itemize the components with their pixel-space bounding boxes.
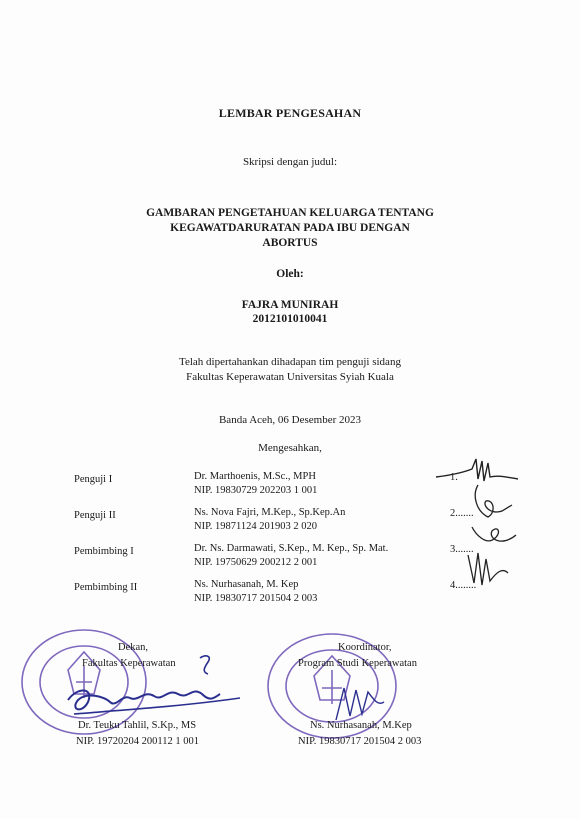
- dean-faculty: Fakultas Keperawatan: [82, 658, 176, 669]
- dean-nip: NIP. 19720204 200112 1 001: [76, 736, 199, 747]
- examiner-nip: NIP. 19830729 202203 1 001: [194, 485, 318, 496]
- defended-line: Fakultas Keperawatan Universitas Syiah Kuala: [186, 371, 394, 383]
- author-id: 2012101010041: [252, 313, 328, 325]
- examiner-nip: NIP. 19750629 200212 2 001: [194, 557, 318, 568]
- examiner-role: Pembimbing I: [74, 546, 134, 557]
- document-subtitle: Skripsi dengan judul:: [242, 156, 338, 168]
- author-block: [0, 298, 580, 326]
- signature-number: 4........: [450, 580, 477, 591]
- defended-statement: [0, 355, 580, 385]
- signature-number: 1.: [450, 472, 458, 483]
- examiner-name: Dr. Marthoenis, M.Sc., MPH: [194, 471, 316, 482]
- coordinator-nip: NIP. 19830717 201504 2 003: [298, 736, 422, 747]
- examiner-nip: NIP. 19871124 201903 2 020: [194, 521, 317, 532]
- examiner-details: [194, 470, 317, 498]
- examiner-row: [74, 542, 514, 578]
- coordinator-title: Koordinator,: [338, 642, 392, 653]
- examiner-name: Ns. Nova Fajri, M.Kep., Sp.Kep.An: [194, 507, 346, 518]
- document-title: LEMBAR PENGESAHAN: [218, 106, 362, 120]
- thesis-title: [0, 206, 580, 251]
- thesis-title-line: GAMBARAN PENGETAHUAN KELUARGA TENTANG: [146, 207, 434, 219]
- defended-line: Telah dipertahankan dihadapan tim penguji sidang: [179, 356, 401, 368]
- approve-label: Mengesahkan,: [258, 442, 322, 454]
- coordinator-name: Ns. Nurhasanah, M.Kep: [310, 720, 412, 731]
- thesis-title-line: ABORTUS: [262, 237, 318, 249]
- examiner-name: Ns. Nurhasanah, M. Kep: [194, 579, 299, 590]
- place-date: Banda Aceh, 06 Desember 2023: [218, 414, 362, 426]
- examiner-row: [74, 470, 514, 506]
- by-label: Oleh:: [276, 268, 304, 280]
- examiner-table: [74, 470, 514, 614]
- examiner-details: [194, 578, 317, 606]
- dean-paraf-graphic: [196, 652, 216, 678]
- coordinator-program: Program Studi Keperawatan: [298, 658, 417, 669]
- signature-number: 3.......: [450, 544, 474, 555]
- examiner-name: Dr. Ns. Darmawati, S.Kep., M. Kep., Sp. Mat.: [194, 543, 389, 554]
- examiner-details: [194, 506, 345, 534]
- examiner-row: [74, 578, 514, 614]
- examiner-role: Penguji II: [74, 510, 116, 521]
- author-name: FAJRA MUNIRAH: [241, 299, 339, 311]
- examiner-row: [74, 506, 514, 542]
- signature-number: 2.......: [450, 508, 474, 519]
- examiner-details: [194, 542, 388, 570]
- dean-name: Dr. Teuku Tahlil, S.Kp., MS: [78, 720, 197, 731]
- thesis-title-line: KEGAWATDARURATAN PADA IBU DENGAN: [170, 222, 410, 234]
- dean-title: Dekan,: [118, 642, 149, 653]
- examiner-nip: NIP. 19830717 201504 2 003: [194, 593, 318, 604]
- examiner-role: Penguji I: [74, 474, 113, 485]
- examiner-role: Pembimbing II: [74, 582, 138, 593]
